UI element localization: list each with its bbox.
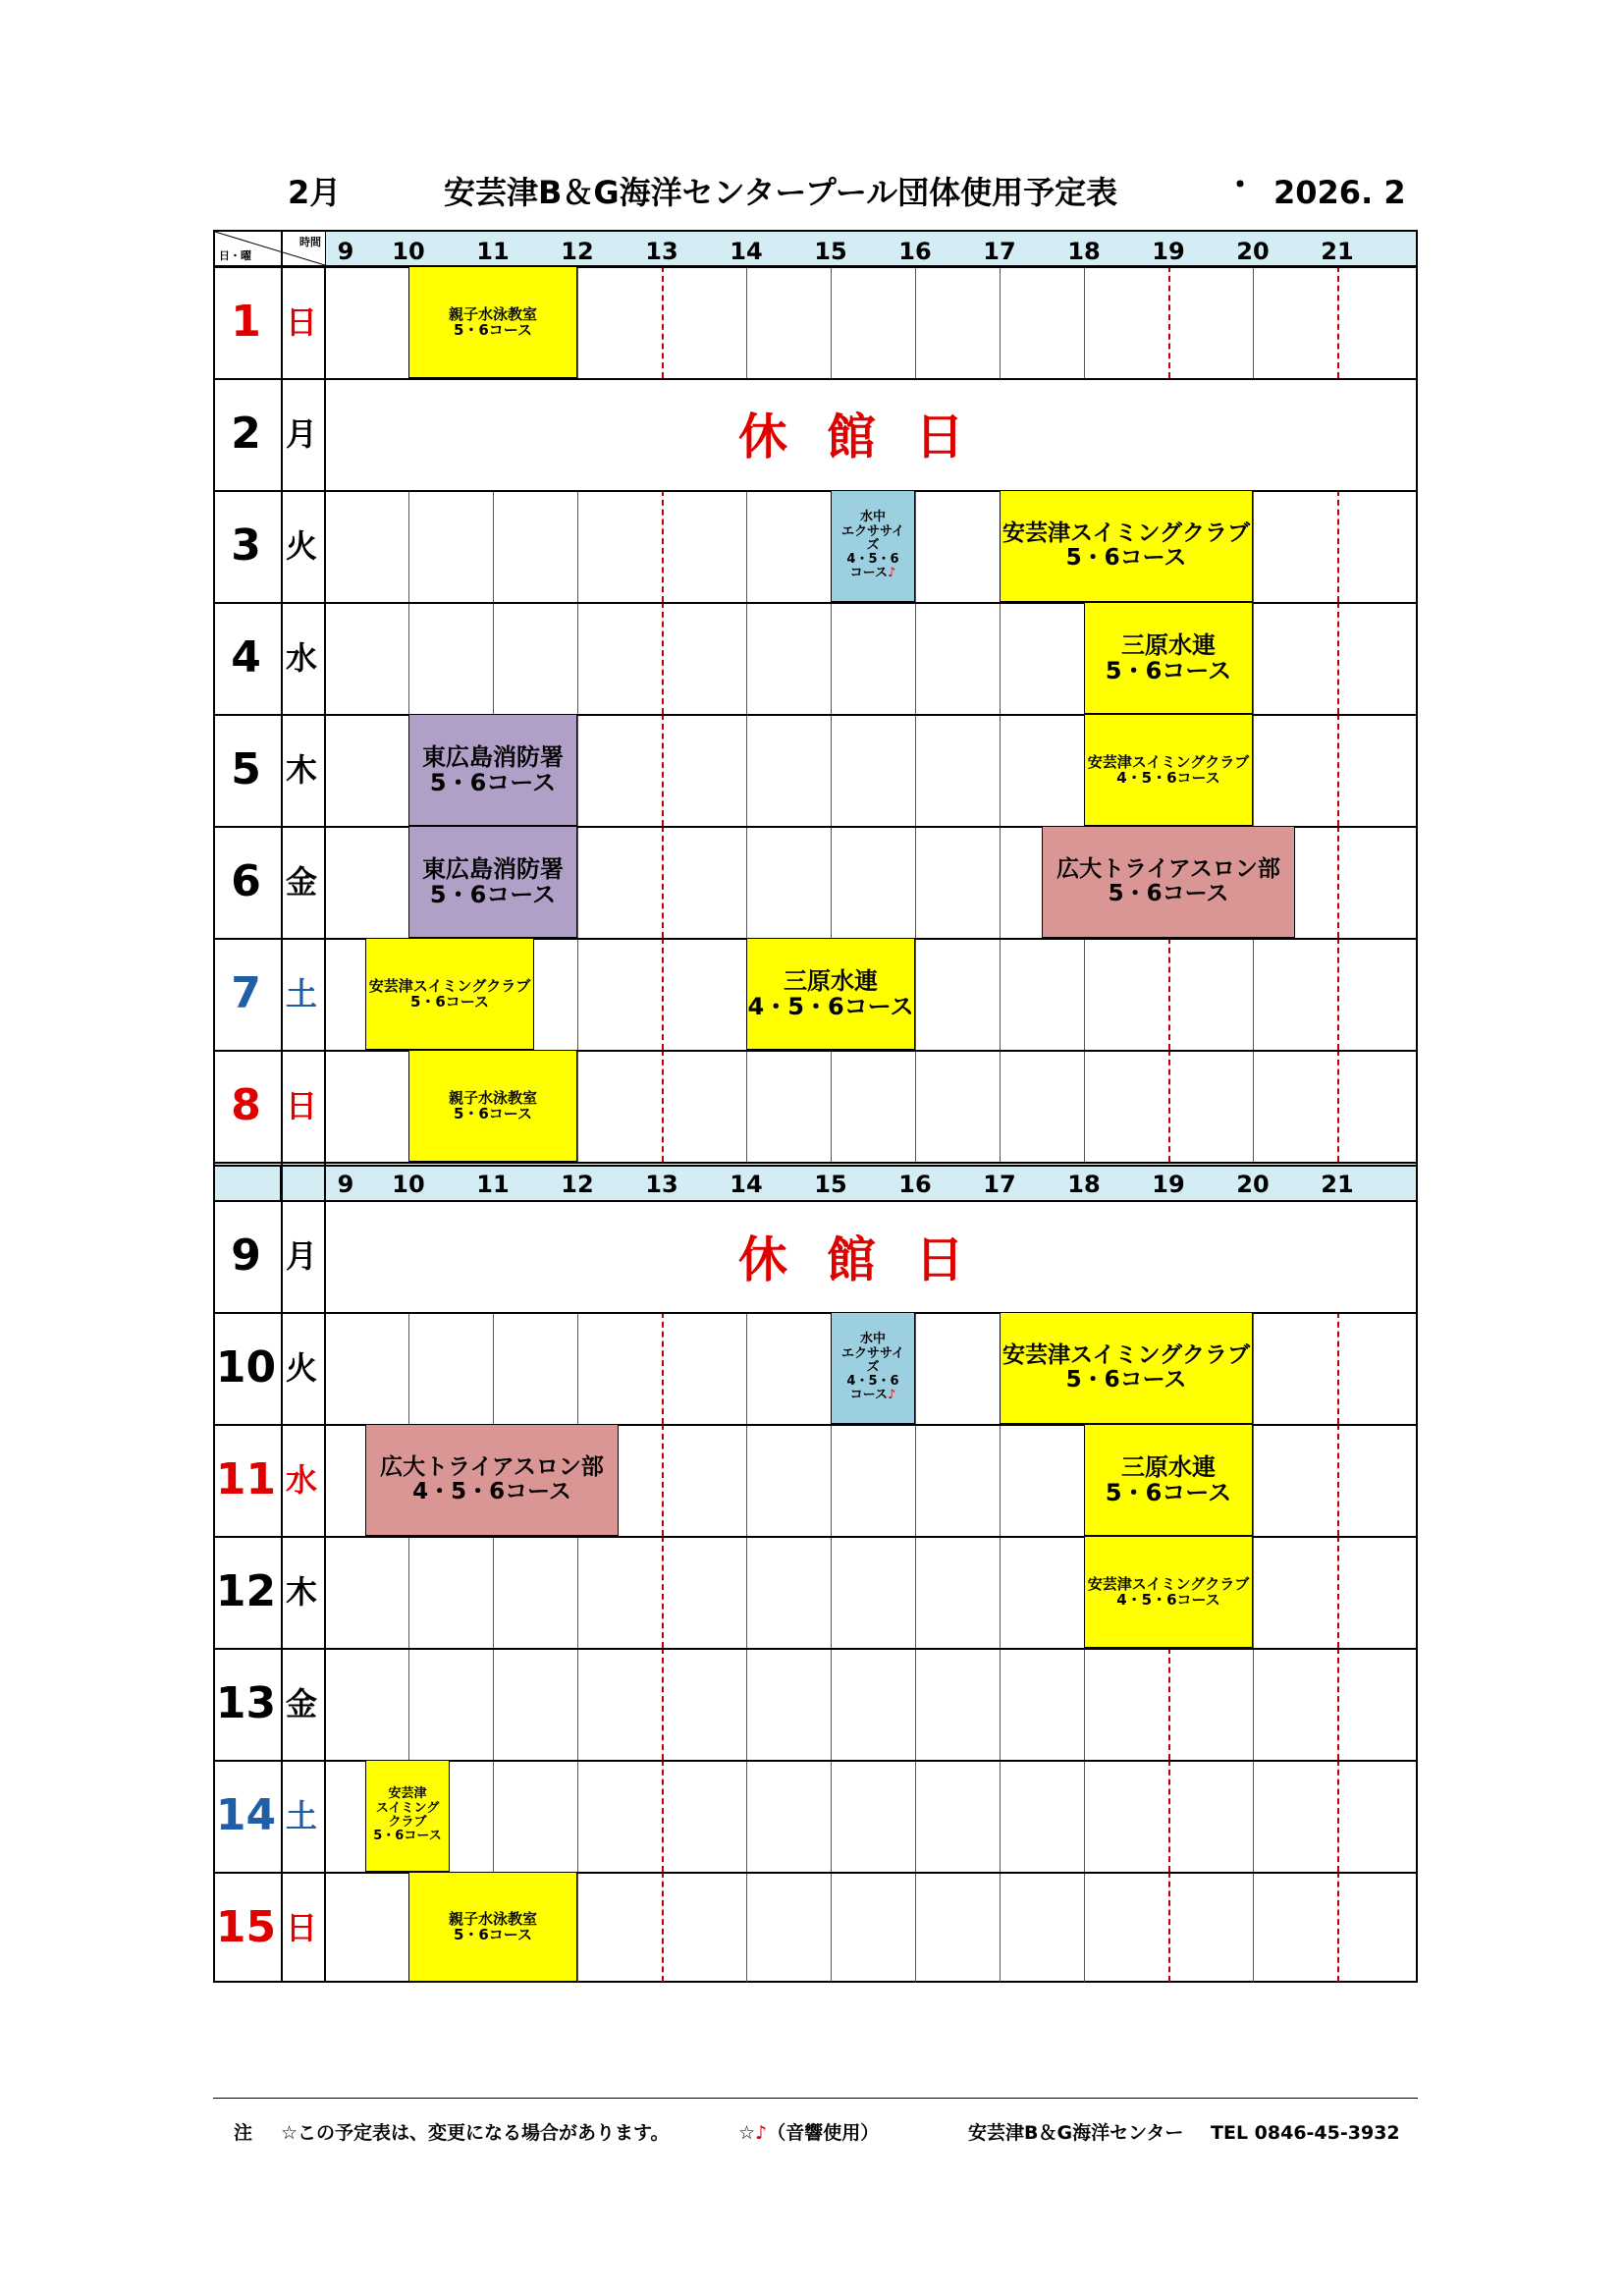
event-hiroshima-univ-triathlon-d11: 広大トライアスロン部 4・5・6コース: [365, 1424, 619, 1536]
hour-grid-line: [1084, 1760, 1085, 1872]
hour-grid-line: [1337, 714, 1339, 826]
hour-grid-line: [1337, 938, 1339, 1050]
corner-day-label: 日・曜: [219, 249, 251, 262]
hour-grid-line: [1337, 266, 1339, 378]
hour-grid-line: [577, 1312, 578, 1424]
month-label: 2月: [288, 174, 342, 211]
day-of-week: 日: [285, 1909, 317, 1946]
row-separator: [215, 1648, 1416, 1650]
hour-label: 14: [730, 1171, 763, 1198]
hour-grid-line: [1337, 1872, 1339, 1982]
hour-label: 17: [983, 1171, 1016, 1198]
hour-grid-line: [1253, 1536, 1254, 1648]
event-higashihiroshima-fire-d6: 東広島消防署 5・6コース: [408, 826, 577, 938]
hour-grid-line: [1000, 266, 1001, 378]
hour-grid-line: [831, 602, 832, 714]
hour-label: 20: [1236, 238, 1270, 265]
day-number: 10: [215, 1342, 277, 1393]
music-note-icon: ♪: [888, 1388, 896, 1403]
day-of-week: 金: [285, 863, 317, 901]
hour-label: 15: [814, 1171, 847, 1198]
hour-label: 9: [337, 238, 354, 265]
hour-grid-line: [1000, 826, 1001, 938]
hour-grid-line: [915, 1648, 916, 1760]
hour-grid-line: [915, 1050, 916, 1162]
hour-grid-line: [746, 826, 747, 938]
hour-grid-line: [577, 714, 578, 826]
hour-grid-line: [1168, 266, 1170, 378]
star-icon: ☆: [738, 2122, 756, 2144]
hour-grid-line: [662, 938, 664, 1050]
hour-grid-line: [1000, 1760, 1001, 1872]
day-number: 11: [215, 1454, 277, 1504]
title-mark: ・: [1224, 166, 1257, 203]
day-number: 5: [231, 744, 261, 794]
footer-note-text: ☆この予定表は、変更になる場合があります。: [281, 2122, 670, 2144]
hour-grid-line: [1253, 1760, 1254, 1872]
hour-grid-line: [493, 1648, 494, 1760]
hour-grid-line: [577, 938, 578, 1050]
hour-grid-line: [662, 266, 664, 378]
day-of-week: 土: [285, 1797, 317, 1834]
row-separator: [215, 266, 1416, 268]
event-mihara-suiren-d4: 三原水連 5・6コース: [1084, 602, 1253, 714]
hour-grid-line: [662, 1536, 664, 1648]
hour-grid-line: [493, 490, 494, 602]
hour-label: 20: [1236, 1171, 1270, 1198]
day-of-week: 水: [285, 639, 317, 677]
hour-grid-line: [577, 1050, 578, 1162]
event-akitsu-swim-club-d12: 安芸津スイミングクラブ 4・5・6コース: [1084, 1536, 1253, 1648]
closed-label-feb9: 休館日: [738, 1231, 1003, 1288]
event-akitsu-swim-club-d3: 安芸津スイミングクラブ 5・6コース: [1000, 490, 1253, 602]
hour-grid-line: [1000, 1872, 1001, 1982]
hour-grid-line: [493, 1536, 494, 1648]
schedule-date: 2026. 2: [1273, 174, 1406, 211]
hour-grid-line: [1253, 1312, 1254, 1424]
hour-grid-line: [577, 1872, 578, 1982]
day-of-week: 日: [285, 1087, 317, 1124]
hour-label: 14: [730, 238, 763, 265]
hour-grid-line: [1337, 1536, 1339, 1648]
row-separator: [215, 378, 1416, 380]
event-akitsu-swim-club-d10: 安芸津スイミングクラブ 5・6コース: [1000, 1312, 1253, 1424]
day-number: 13: [215, 1678, 277, 1728]
hour-grid-line: [1084, 1872, 1085, 1982]
day-number: 9: [231, 1230, 261, 1281]
hour-grid-line: [577, 1648, 578, 1760]
hour-label: 16: [898, 238, 932, 265]
event-akitsu-swim-club-d14: 安芸津 スイミング クラブ 5・6コース: [365, 1760, 450, 1872]
hour-grid-line: [746, 1312, 747, 1424]
hour-label: 19: [1152, 238, 1185, 265]
hour-grid-line: [408, 490, 409, 602]
hour-grid-line: [1084, 1648, 1085, 1760]
hour-grid-line: [1168, 938, 1170, 1050]
hour-grid-line: [746, 1050, 747, 1162]
day-number: 6: [231, 856, 261, 906]
hour-grid-line: [1253, 266, 1254, 378]
hour-grid-line: [408, 602, 409, 714]
hour-grid-line: [577, 1760, 578, 1872]
hour-grid-line: [746, 266, 747, 378]
hour-grid-line: [1253, 490, 1254, 602]
hour-grid-line: [1000, 1648, 1001, 1760]
event-akitsu-swim-club-d7: 安芸津スイミングクラブ 5・6コース: [365, 938, 534, 1050]
hour-grid-line: [662, 1872, 664, 1982]
hour-grid-line: [408, 1312, 409, 1424]
hour-grid-line: [577, 602, 578, 714]
hour-grid-line: [408, 1648, 409, 1760]
hour-grid-line: [1253, 1050, 1254, 1162]
event-aqua-exercise-d3: 水中 エクササイ ズ 4・5・6 コース♪: [831, 490, 915, 602]
hour-grid-line: [1168, 1648, 1170, 1760]
event-mihara-suiren-d7: 三原水連 4・5・6コース: [746, 938, 915, 1050]
hour-label: 11: [476, 238, 510, 265]
row-separator: [215, 1872, 1416, 1874]
music-note-icon: ♪: [888, 566, 896, 581]
hour-grid-line: [1253, 1872, 1254, 1982]
hour-grid-line: [1000, 1536, 1001, 1648]
dow-time-separator: [324, 266, 326, 1981]
corner-time-label: 時間: [299, 236, 321, 248]
hour-grid-line: [915, 1760, 916, 1872]
day-number: 12: [215, 1566, 277, 1616]
day-of-week: 月: [285, 1237, 317, 1275]
day-number: 3: [231, 520, 261, 571]
hour-grid-line: [493, 1760, 494, 1872]
hour-grid-line: [1168, 1050, 1170, 1162]
hour-grid-line: [915, 826, 916, 938]
hour-grid-line: [915, 714, 916, 826]
hour-grid-line: [746, 1424, 747, 1536]
day-of-week: 金: [285, 1685, 317, 1722]
hour-grid-line: [493, 1312, 494, 1424]
hour-label: 10: [392, 1171, 425, 1198]
hour-grid-line: [1084, 1050, 1085, 1162]
hour-grid-line: [1084, 266, 1085, 378]
hour-grid-line: [1000, 602, 1001, 714]
day-number: 2: [231, 409, 261, 459]
day-of-week: 木: [285, 751, 317, 789]
day-number: 4: [231, 632, 261, 683]
music-note-icon: ♪: [755, 2122, 768, 2144]
hour-grid-line: [662, 602, 664, 714]
hour-grid-line: [915, 1872, 916, 1982]
day-of-week: 木: [285, 1573, 317, 1611]
hour-grid-line: [1337, 1760, 1339, 1872]
hour-grid-line: [493, 602, 494, 714]
hour-grid-line: [831, 1424, 832, 1536]
hour-grid-line: [915, 602, 916, 714]
event-higashihiroshima-fire-d5: 東広島消防署 5・6コース: [408, 714, 577, 826]
day-of-week: 日: [285, 303, 317, 341]
hour-grid-line: [577, 266, 578, 378]
event-mihara-suiren-d11: 三原水連 5・6コース: [1084, 1424, 1253, 1536]
hour-grid-line: [1000, 1424, 1001, 1536]
hour-grid-line: [746, 1872, 747, 1982]
hour-label: 18: [1067, 1171, 1101, 1198]
hour-label: 10: [392, 238, 425, 265]
event-aqua-exercise-d10: 水中 エクササイ ズ 4・5・6 コース♪: [831, 1312, 915, 1424]
hour-label: 19: [1152, 1171, 1185, 1198]
hour-grid-line: [746, 602, 747, 714]
footer-rule: [213, 2098, 1418, 2099]
hour-label: 13: [645, 238, 678, 265]
hour-grid-line: [915, 266, 916, 378]
hour-grid-line: [662, 490, 664, 602]
hour-label: 15: [814, 238, 847, 265]
hour-grid-line: [746, 714, 747, 826]
hour-grid-line: [831, 266, 832, 378]
day-number: 1: [231, 297, 261, 347]
hour-grid-line: [746, 490, 747, 602]
day-of-week: 水: [285, 1461, 317, 1499]
day-number: 14: [215, 1790, 277, 1840]
hour-grid-line: [1000, 938, 1001, 1050]
hour-grid-line: [1000, 1050, 1001, 1162]
hour-grid-line: [662, 1760, 664, 1872]
event-akitsu-swim-club-d5: 安芸津スイミングクラブ 4・5・6コース: [1084, 714, 1253, 826]
hour-grid-line: [915, 938, 916, 1050]
event-hiroshima-univ-triathlon-d6: 広大トライアスロン部 5・6コース: [1042, 826, 1295, 938]
hour-grid-line: [831, 1536, 832, 1648]
hour-grid-line: [831, 1050, 832, 1162]
hour-label: 13: [645, 1171, 678, 1198]
hour-label: 21: [1321, 238, 1354, 265]
hour-grid-line: [577, 490, 578, 602]
footer-center-name: 安芸津B＆G海洋センター: [968, 2122, 1184, 2144]
footer-note-label: 注: [234, 2122, 253, 2144]
hour-grid-line: [831, 714, 832, 826]
hour-grid-line: [831, 826, 832, 938]
hour-label: 12: [561, 1171, 594, 1198]
hour-grid-line: [662, 1424, 664, 1536]
hour-grid-line: [1253, 1648, 1254, 1760]
closed-label-feb2: 休館日: [738, 409, 1003, 465]
hour-grid-line: [915, 1424, 916, 1536]
hour-grid-line: [1337, 1050, 1339, 1162]
corner-cell: [215, 232, 326, 265]
hour-grid-line: [1337, 1648, 1339, 1760]
hour-grid-line: [1253, 938, 1254, 1050]
row-separator: [215, 1200, 1416, 1202]
hour-grid-line: [1337, 602, 1339, 714]
hour-grid-line: [1337, 826, 1339, 938]
hour-grid-line: [915, 1536, 916, 1648]
hour-grid-line: [746, 1536, 747, 1648]
footer-music-legend: ☆♪（音響使用）: [738, 2122, 880, 2144]
hour-grid-line: [746, 1760, 747, 1872]
hour-grid-line: [662, 826, 664, 938]
hour-grid-line: [577, 826, 578, 938]
hour-label: 9: [337, 1171, 354, 1198]
hour-grid-line: [662, 1050, 664, 1162]
hour-grid-line: [1337, 1312, 1339, 1424]
hour-grid-line: [746, 1648, 747, 1760]
event-oyako-swim-d15: 親子水泳教室 5・6コース: [408, 1872, 577, 1982]
hour-label: 12: [561, 238, 594, 265]
hour-grid-line: [662, 1648, 664, 1760]
row-separator: [215, 1050, 1416, 1052]
day-number: 15: [215, 1902, 277, 1952]
hour-grid-line: [831, 1872, 832, 1982]
day-of-week: 火: [285, 527, 317, 565]
page-title: 安芸津B＆G海洋センタープール団体使用予定表: [444, 174, 1118, 211]
hour-grid-line: [1253, 602, 1254, 714]
day-number: 8: [231, 1080, 261, 1130]
row-separator: [215, 1162, 1416, 1164]
hour-grid-line: [662, 1312, 664, 1424]
hour-grid-line: [408, 1536, 409, 1648]
day-of-week: 土: [285, 975, 317, 1012]
hour-label: 18: [1067, 238, 1101, 265]
hour-grid-line: [1253, 714, 1254, 826]
hour-grid-line: [831, 1648, 832, 1760]
hour-grid-line: [577, 1536, 578, 1648]
hour-grid-line: [1337, 1424, 1339, 1536]
hour-grid-line: [1168, 1872, 1170, 1982]
hour-label: 11: [476, 1171, 510, 1198]
hour-label: 17: [983, 238, 1016, 265]
hour-grid-line: [1000, 714, 1001, 826]
hour-grid-line: [1084, 938, 1085, 1050]
event-oyako-swim-d8: 親子水泳教室 5・6コース: [408, 1050, 577, 1162]
hour-grid-line: [915, 1312, 916, 1424]
hour-label: 21: [1321, 1171, 1354, 1198]
hour-grid-line: [831, 1760, 832, 1872]
hour-grid-line: [1337, 490, 1339, 602]
hour-grid-line: [662, 714, 664, 826]
day-of-week: 月: [285, 415, 317, 453]
hour-grid-line: [1168, 1760, 1170, 1872]
hour-grid-line: [915, 490, 916, 602]
event-oyako-swim-d1: 親子水泳教室 5・6コース: [408, 266, 577, 378]
hour-label: 16: [898, 1171, 932, 1198]
hour-grid-line: [1253, 1424, 1254, 1536]
footer-tel: TEL 0846-45-3932: [1211, 2122, 1400, 2144]
day-of-week: 火: [285, 1349, 317, 1387]
day-number: 7: [231, 968, 261, 1018]
